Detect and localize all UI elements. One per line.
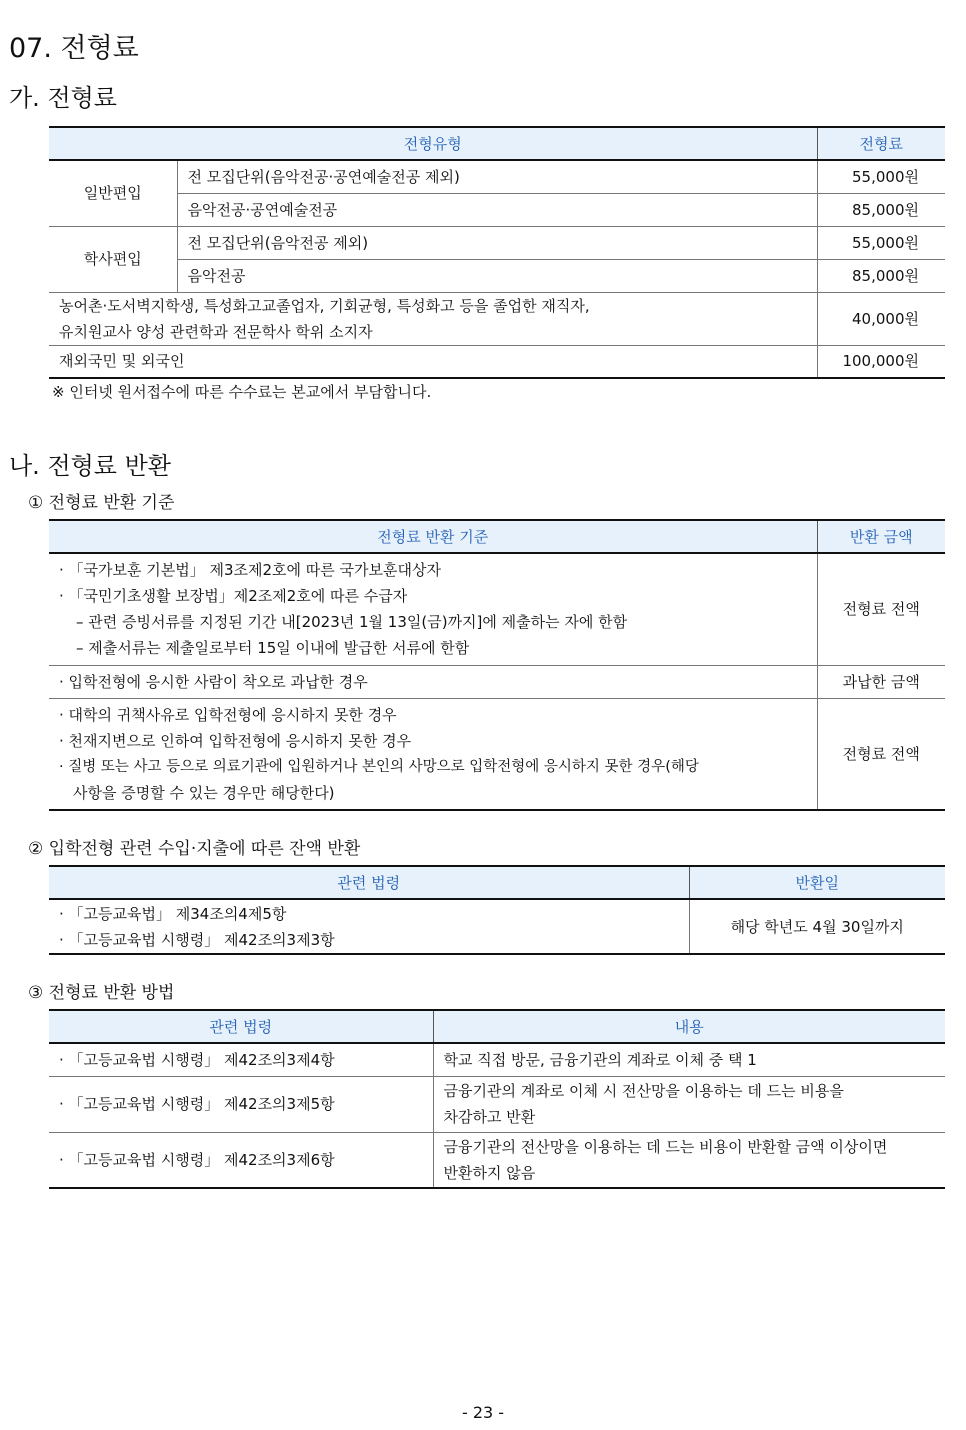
- criteria-cell: [49, 698, 817, 810]
- refund-criteria-table: [49, 519, 945, 811]
- content-cell: 학교 직접 방문, 금융기관의 계좌로 이체 중 택 1: [433, 1043, 945, 1076]
- content-line: 금융기관의 계좌로 이체 시 전산망을 이용하는 데 드는 비용을: [443, 1082, 844, 1100]
- refund-amount: 전형료 전액: [817, 698, 945, 810]
- amount-header: 반환 금액: [817, 520, 945, 553]
- law-line: · 「고등교육법 시행령」 제42조의3제3항: [59, 930, 335, 949]
- fee-type: 음악전공·공연예술전공: [177, 193, 817, 226]
- criteria-cell: · 입학전형에 응시한 사람이 착오로 과납한 경우: [49, 665, 817, 698]
- fee-type: 재외국민 및 외국인: [49, 345, 817, 378]
- criteria-line-wrap: 사항을 증명할 수 있는 경우만 해당한다): [73, 783, 335, 802]
- fee-type-line: 유치원교사 양성 관련학과 전문학사 학위 소지자: [59, 322, 373, 341]
- refund-date-header: 반환일: [689, 866, 945, 899]
- group-general-transfer: 일반편입: [49, 160, 177, 226]
- refund-amount: 과납한 금액: [817, 665, 945, 698]
- refund-date: 해당 학년도 4월 30일까지: [689, 899, 945, 954]
- criteria-line: · 대학의 귀책사유로 입학전형에 응시하지 못한 경우: [59, 705, 397, 724]
- fee-type: 전 모집단위(음악전공 제외): [177, 226, 817, 259]
- balance-refund-table: [49, 865, 945, 955]
- content-line: 금융기관의 전산망을 이용하는 데 드는 비용이 반환할 금액 이상이면: [443, 1137, 888, 1156]
- fee-table: [49, 126, 945, 379]
- section-a-title: 가. 전형료: [9, 84, 117, 112]
- law-cell: [49, 899, 689, 954]
- criteria-subline: – 관련 증빙서류를 지정된 기간 내[2023년 1월 13일(금)까지]에 제출하는 자에 한함: [76, 613, 628, 632]
- criteria-cell: [49, 553, 817, 665]
- criteria-line: · 천재지변으로 인하여 입학전형에 응시하지 못한 경우: [59, 731, 412, 750]
- criteria-header: 전형료 반환 기준: [49, 520, 817, 553]
- fee-type: 음악전공: [177, 259, 817, 292]
- balance-refund-title: ② 입학전형 관련 수입·지출에 따른 잔액 반환: [28, 839, 361, 859]
- content-line: 반환하지 않음: [443, 1163, 536, 1182]
- law-cell: · 「고등교육법 시행령」 제42조의3제4항: [49, 1043, 433, 1076]
- law-header: 관련 법령: [49, 1010, 433, 1043]
- page-title: 07. 전형료: [9, 33, 139, 64]
- criteria-line: · 질병 또는 사고 등으로 의료기관에 입원하거나 본인의 사망으로 입학전형에 응시하지 못한 경우(해당: [59, 758, 699, 775]
- content-header: 내용: [433, 1010, 945, 1043]
- content-line: 차감하고 반환: [443, 1108, 536, 1126]
- fee-note: ※ 인터넷 원서접수에 따른 수수료는 본교에서 부담합니다.: [52, 383, 432, 401]
- fee-amount: 100,000원: [817, 345, 945, 378]
- criteria-line: · 「국민기초생활 보장법」제2조제2호에 따른 수급자: [59, 587, 408, 606]
- fee-type-special: [49, 292, 817, 345]
- law-cell: · 「고등교육법 시행령」 제42조의3제6항: [49, 1132, 433, 1188]
- fee-amount: 85,000원: [817, 193, 945, 226]
- law-line: · 「고등교육법」 제34조의4제5항: [59, 904, 287, 923]
- refund-method-title: ③ 전형료 반환 방법: [28, 983, 175, 1003]
- refund-amount: 전형료 전액: [817, 553, 945, 665]
- fee-amount: 40,000원: [817, 292, 945, 345]
- law-header: 관련 법령: [49, 866, 689, 899]
- section-b-title: 나. 전형료 반환: [9, 452, 171, 480]
- criteria-line: · 「국가보훈 기본법」 제3조제2호에 따른 국가보훈대상자: [59, 561, 441, 580]
- content-cell: [433, 1076, 945, 1132]
- fee-type: 전 모집단위(음악전공·공연예술전공 제외): [177, 160, 817, 193]
- fee-amount: 85,000원: [817, 259, 945, 292]
- law-cell: · 「고등교육법 시행령」 제42조의3제5항: [49, 1076, 433, 1132]
- content-cell: [433, 1132, 945, 1188]
- fee-amount: 55,000원: [817, 226, 945, 259]
- criteria-subline: – 제출서류는 제출일로부터 15일 이내에 발급한 서류에 한함: [76, 639, 470, 658]
- group-bachelor-transfer: 학사편입: [49, 226, 177, 292]
- page-number: - 23 -: [461, 1403, 505, 1422]
- refund-criteria-title: ① 전형료 반환 기준: [28, 493, 175, 513]
- fee-header-type: 전형유형: [49, 127, 817, 160]
- refund-method-table: [49, 1009, 945, 1189]
- fee-header-fee: 전형료: [817, 127, 945, 160]
- fee-type-line: 농어촌·도서벽지학생, 특성화고교졸업자, 기회균형, 특성화고 등을 졸업한 재직자,: [59, 296, 590, 315]
- fee-amount: 55,000원: [817, 160, 945, 193]
